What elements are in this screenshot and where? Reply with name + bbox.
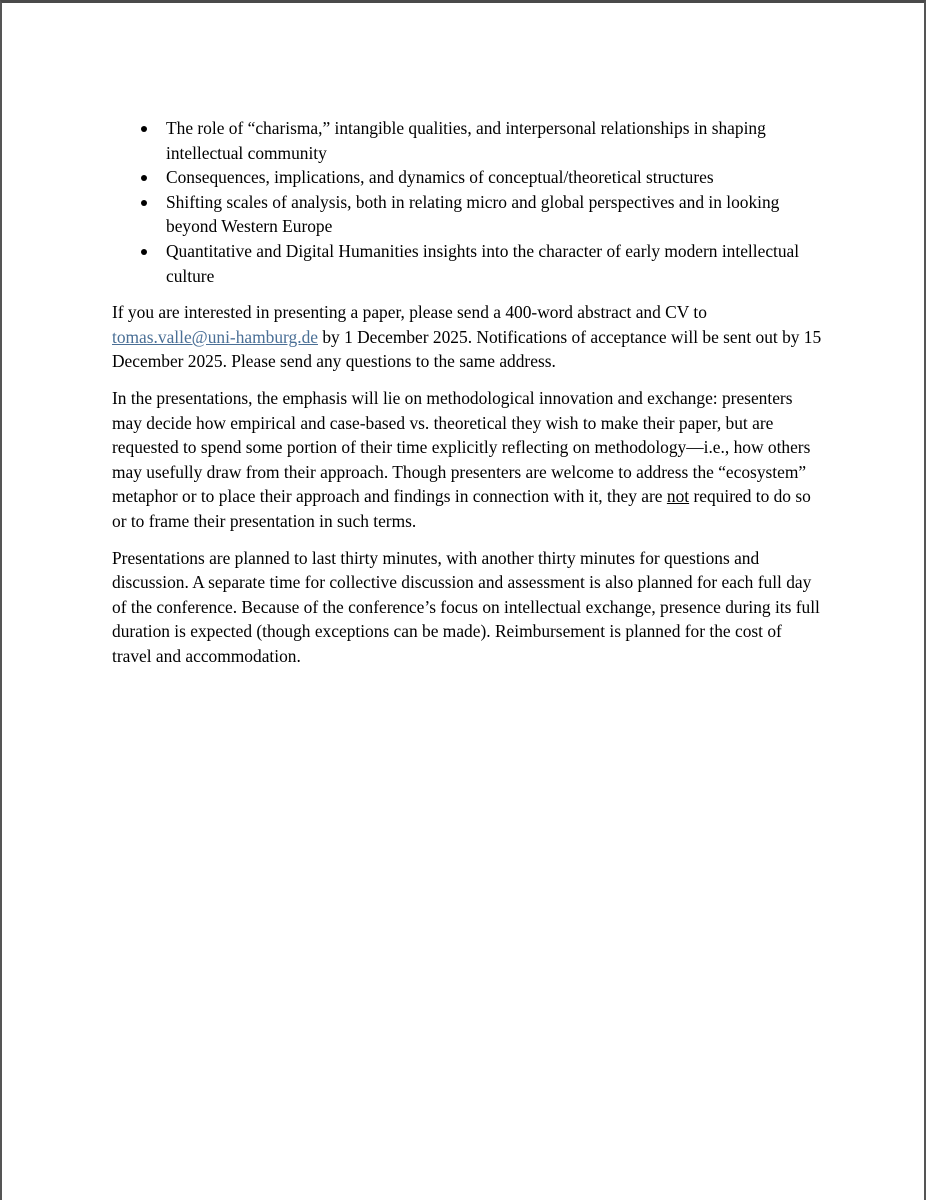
emphasis-not: not bbox=[666, 486, 690, 507]
topic-bullet-list bbox=[112, 116, 824, 288]
bullet-icon bbox=[141, 175, 147, 181]
bullet-item bbox=[112, 116, 824, 165]
submission-text-start: If you are interested in presenting a paper, please send a 400-word abstract and CV to bbox=[112, 302, 707, 323]
bullet-icon bbox=[141, 249, 147, 255]
bullet-text: Shifting scales of analysis, both in relating micro and global perspectives and in looking beyond Western Europe bbox=[166, 191, 780, 237]
submission-paragraph bbox=[112, 300, 824, 374]
methodology-text-end: required to do so or to frame their presentation in such terms. bbox=[112, 486, 811, 531]
bullet-text: Quantitative and Digital Humanities insights into the character of early modern intellectual culture bbox=[166, 240, 800, 286]
document-body bbox=[112, 116, 824, 668]
bullet-item bbox=[112, 239, 824, 288]
bullet-icon bbox=[141, 126, 147, 132]
submission-text-end: by 1 December 2025. Notifications of acceptance will be sent out by 15 December 2025. Please send any questions to the same address. bbox=[112, 326, 822, 372]
bullet-text: The role of “charisma,” intangible qualities, and interpersonal relationships in shaping intellectual community bbox=[166, 118, 766, 163]
contact-email-link[interactable]: tomas.valle@uni-hamburg.de bbox=[112, 326, 318, 347]
methodology-text-start: In the presentations, the emphasis will lie on methodological innovation and exchange: presenters may decide how empirical and case-based vs. theoretical they wish to make their paper, but are requested to spend some portion of their time explicitly reflecting on methodology—i.e., how others may usefully draw from their approach. Though presenters are welcome to address the “ecosystem” metaphor or to place their approach and findings in connection with it, they are bbox=[112, 387, 811, 507]
methodology-paragraph bbox=[112, 386, 824, 534]
bullet-item bbox=[112, 190, 824, 239]
bullet-icon bbox=[141, 200, 147, 206]
logistics-paragraph: Presentations are planned to last thirty minutes, with another thirty minutes for questions and discussion. A separate time for collective discussion and assessment is also planned for each full day of the conference. Because of the conference’s focus on intellectual exchange, presence during its full duration is expected (though exceptions can be made). Reimbursement is planned for the cost of travel and accommodation. bbox=[112, 547, 820, 666]
bullet-item bbox=[112, 165, 824, 190]
bullet-text: Consequences, implications, and dynamics of conceptual/theoretical structures bbox=[166, 167, 714, 188]
